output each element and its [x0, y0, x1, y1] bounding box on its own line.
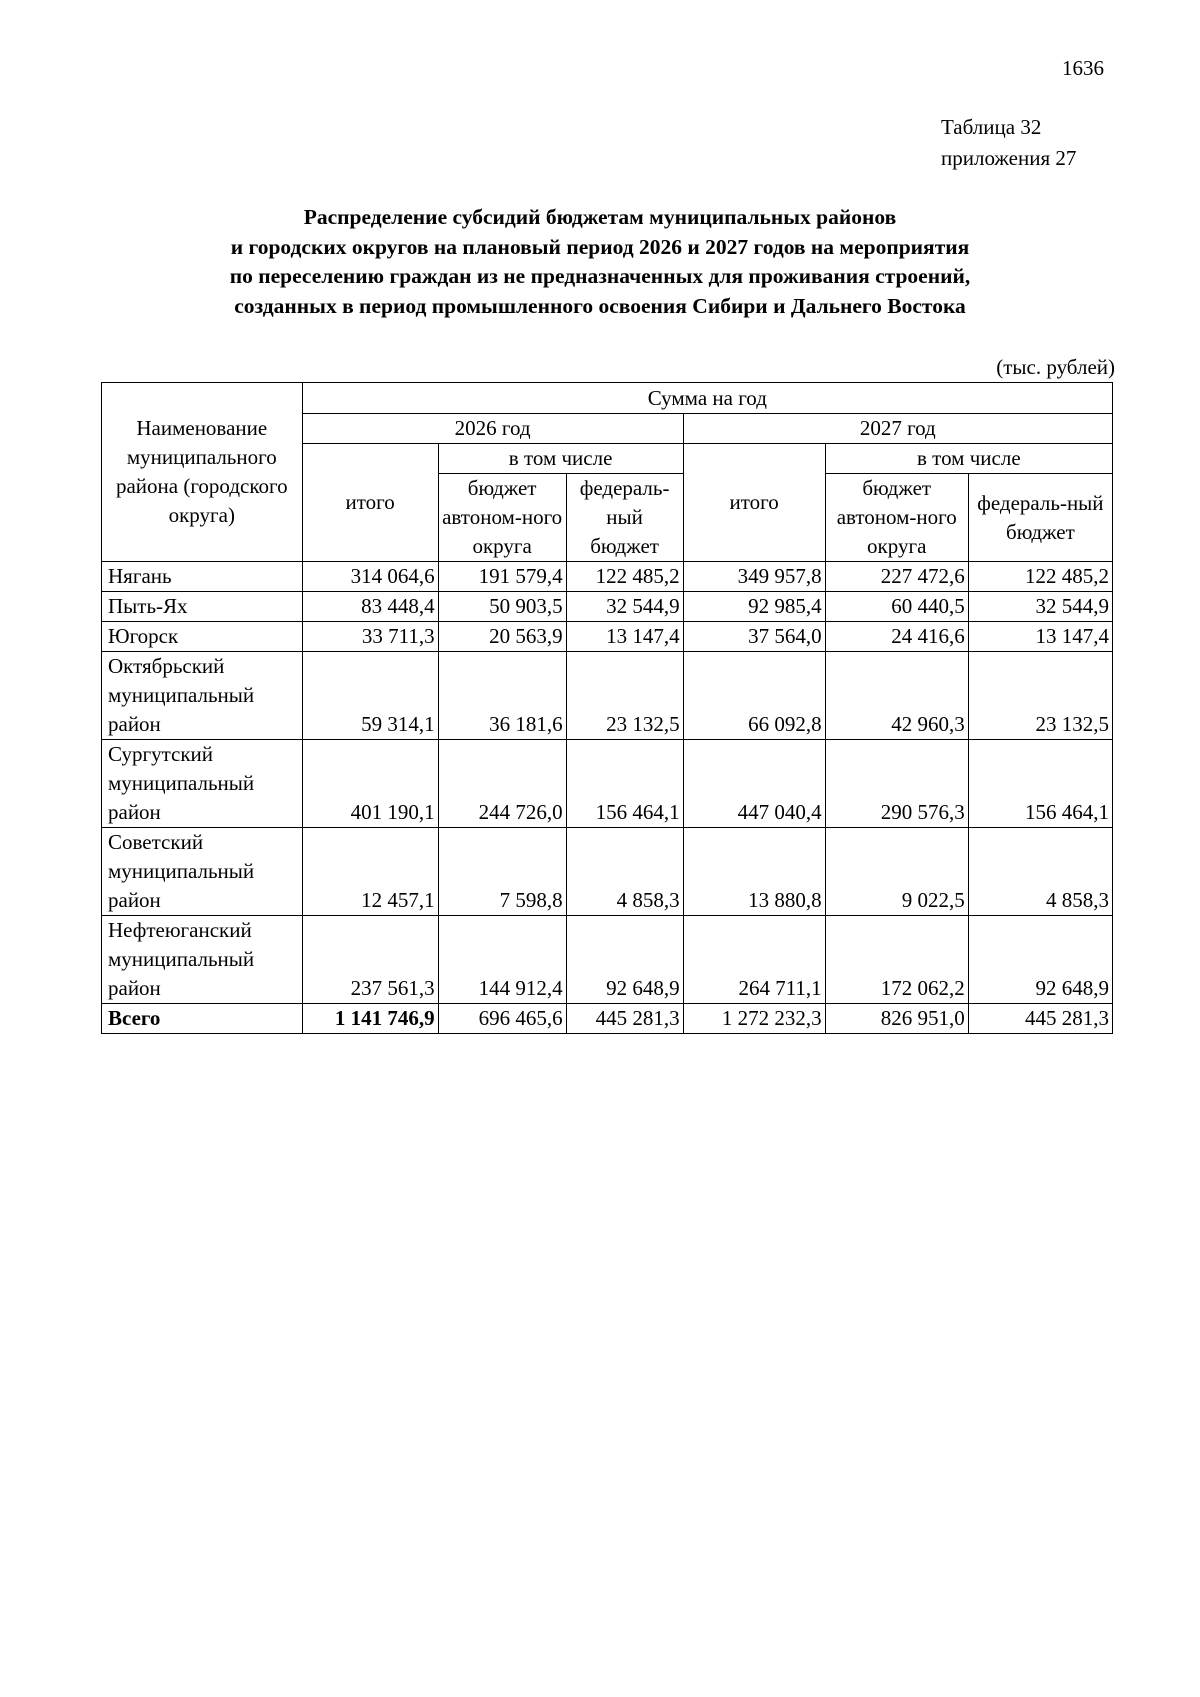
subsidy-table: [101, 382, 1113, 1034]
page-number: 1636: [1062, 56, 1104, 80]
table-row: [102, 562, 1113, 592]
header-name: Наименование муниципального района (городского округа): [102, 383, 303, 562]
total-2027-federal: 445 281,3: [968, 1004, 1112, 1034]
header-2026-okrug-budget: бюджет автоном-ного округа: [438, 474, 566, 562]
cell-2026-federal: 23 132,5: [566, 652, 683, 740]
header-2026-federal-budget: федераль-ный бюджет: [566, 474, 683, 562]
cell-2027-okrug: 172 062,2: [825, 916, 968, 1004]
cell-2027-federal: 13 147,4: [968, 622, 1112, 652]
table-total-row: [102, 1004, 1113, 1034]
header-2027-total: итого: [683, 444, 825, 562]
cell-2027-federal: 92 648,9: [968, 916, 1112, 1004]
row-name: Сургутский муниципальный район: [102, 740, 303, 828]
table-row: [102, 828, 1113, 916]
table-row: [102, 592, 1113, 622]
cell-2027-total: 264 711,1: [683, 916, 825, 1004]
header-2027-including: в том числе: [825, 444, 1112, 474]
cell-2026-total: 401 190,1: [302, 740, 438, 828]
total-2026-total: 1 141 746,9: [302, 1004, 438, 1034]
cell-2026-total: 33 711,3: [302, 622, 438, 652]
cell-2026-total: 83 448,4: [302, 592, 438, 622]
cell-2026-okrug: 20 563,9: [438, 622, 566, 652]
total-2026-okrug: 696 465,6: [438, 1004, 566, 1034]
total-row-name: Всего: [102, 1004, 303, 1034]
header-year-2026: 2026 год: [302, 414, 683, 444]
cell-2027-okrug: 290 576,3: [825, 740, 968, 828]
cell-2027-okrug: 42 960,3: [825, 652, 968, 740]
row-name: Октябрьский муниципальный район: [102, 652, 303, 740]
table-row: [102, 622, 1113, 652]
row-name: Югорск: [102, 622, 303, 652]
title-line: Распределение субсидий бюджетам муниципальных районов: [303, 205, 897, 229]
table-ref-line2: приложения 27: [941, 146, 1077, 170]
cell-2027-okrug: 60 440,5: [825, 592, 968, 622]
cell-2027-total: 66 092,8: [683, 652, 825, 740]
table-ref-line1: Таблица 32: [941, 115, 1042, 139]
row-name: Нефтеюганский муниципальный район: [102, 916, 303, 1004]
cell-2026-okrug: 144 912,4: [438, 916, 566, 1004]
cell-2026-total: 59 314,1: [302, 652, 438, 740]
cell-2026-okrug: 50 903,5: [438, 592, 566, 622]
cell-2026-federal: 92 648,9: [566, 916, 683, 1004]
header-sum-per-year: Сумма на год: [302, 383, 1112, 414]
cell-2026-federal: 122 485,2: [566, 562, 683, 592]
cell-2026-okrug: 7 598,8: [438, 828, 566, 916]
cell-2027-federal: 122 485,2: [968, 562, 1112, 592]
cell-2027-total: 37 564,0: [683, 622, 825, 652]
table-row: [102, 916, 1113, 1004]
cell-2027-federal: 156 464,1: [968, 740, 1112, 828]
cell-2026-okrug: 244 726,0: [438, 740, 566, 828]
header-2026-including: в том числе: [438, 444, 683, 474]
cell-2027-okrug: 24 416,6: [825, 622, 968, 652]
cell-2027-okrug: 9 022,5: [825, 828, 968, 916]
cell-2027-federal: 23 132,5: [968, 652, 1112, 740]
title-line: и городских округов на плановый период 2026 и 2027 годов на мероприятия: [230, 234, 970, 259]
cell-2026-total: 12 457,1: [302, 828, 438, 916]
header-year-2027: 2027 год: [683, 414, 1112, 444]
cell-2026-okrug: 191 579,4: [438, 562, 566, 592]
row-name: Нягань: [102, 562, 303, 592]
cell-2027-federal: 32 544,9: [968, 592, 1112, 622]
units-label: (тыс. рублей): [996, 355, 1115, 379]
cell-2026-federal: 32 544,9: [566, 592, 683, 622]
document-title: [100, 203, 1100, 321]
cell-2026-total: 237 561,3: [302, 916, 438, 1004]
cell-2027-federal: 4 858,3: [968, 828, 1112, 916]
cell-2026-okrug: 36 181,6: [438, 652, 566, 740]
total-2027-total: 1 272 232,3: [683, 1004, 825, 1034]
row-name: Советский муниципальный район: [102, 828, 303, 916]
cell-2026-federal: 156 464,1: [566, 740, 683, 828]
cell-2027-total: 13 880,8: [683, 828, 825, 916]
total-2027-okrug: 826 951,0: [825, 1004, 968, 1034]
table-row: [102, 740, 1113, 828]
title-line: по переселению граждан из не предназначенных для проживания строений,: [229, 264, 971, 288]
cell-2027-total: 349 957,8: [683, 562, 825, 592]
header-2027-okrug-budget: бюджет автоном-ного округа: [825, 474, 968, 562]
header-2026-total: итого: [302, 444, 438, 562]
cell-2027-okrug: 227 472,6: [825, 562, 968, 592]
cell-2027-total: 447 040,4: [683, 740, 825, 828]
table-reference: [941, 112, 1076, 174]
cell-2026-total: 314 064,6: [302, 562, 438, 592]
title-line: созданных в период промышленного освоения Сибири и Дальнего Востока: [234, 293, 966, 318]
total-2026-federal: 445 281,3: [566, 1004, 683, 1034]
row-name: Пыть-Ях: [102, 592, 303, 622]
table-row: [102, 652, 1113, 740]
cell-2026-federal: 13 147,4: [566, 622, 683, 652]
cell-2026-federal: 4 858,3: [566, 828, 683, 916]
header-2027-federal-budget: федераль-ный бюджет: [968, 474, 1112, 562]
cell-2027-total: 92 985,4: [683, 592, 825, 622]
